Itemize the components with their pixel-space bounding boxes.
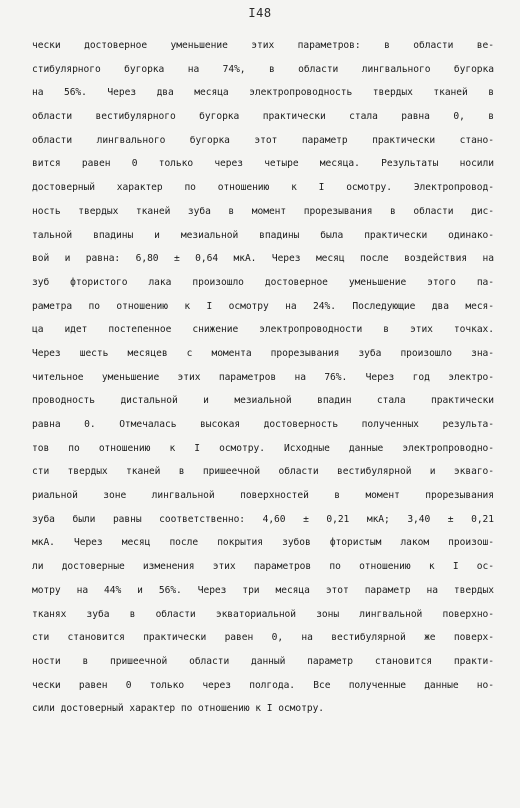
text-line: сти твердых тканей в пришеечной области вестибулярной и экваго- [32,466,494,478]
text-line: достоверный характер по отношению к I осмотру. Электропровод- [32,182,494,194]
text-line: вится равен 0 только через четыре месяца. Результаты носили [32,158,494,170]
text-line: проводность дистальной и мезиальной впадин стала практически [32,395,494,407]
text-line: ность твердых тканей зуба в момент прорезывания в области дис- [32,205,494,217]
text-line: зуб фтористого лака произошло достоверное уменьшение этого па- [32,276,494,288]
text-line: чительное уменьшение этих параметров на 76%. Через год электро- [32,371,494,383]
text-line: тов по отношению к I осмотру. Исходные данные электропроводно- [32,442,494,454]
text-line: области вестибулярного бугорка практически стала равна 0, в [32,111,494,123]
text-line: на 56%. Через два месяца электропроводность твердых тканей в [32,87,494,99]
text-line: раметра по отношению к I осмотру на 24%. Последующие два меся- [32,300,494,312]
text-line: стибулярного бугорка на 74%, в области лингвального бугорка [32,63,494,75]
text-line: тальной впадины и мезиальной впадины была практически одинако- [32,229,494,241]
text-line: тканях зуба в области экваториальной зоны лингвальной поверхно- [32,608,494,620]
text-line: чески достоверное уменьшение этих параметров: в области ве- [32,40,494,51]
text-line: области лингвального бугорка этот параметр практически стано- [32,134,494,146]
text-line: зуба были равны соответственно: 4,60 ± 0,21 мкА; 3,40 ± 0,21 [32,513,494,525]
page-number: I48 [248,6,272,20]
text-line: вой и равна: 6,80 ± 0,64 мкА. Через месяц после воздействия на [32,253,494,265]
body-text [32,34,494,721]
text-line: сти становится практически равен 0, на вестибулярной же поверх- [32,632,494,644]
text-line: мкА. Через месяц после покрытия зубов фтористым лаком произош- [32,537,494,549]
text-line: ности в пришеечной области данный параметр становится практи- [32,655,494,667]
text-line: Через шесть месяцев с момента прорезывания зуба произошло зна- [32,347,494,359]
text-line: ли достоверные изменения этих параметров по отношению к I ос- [32,561,494,573]
text-line: риальной зоне лингвальной поверхностей в момент прорезывания [32,490,494,502]
text-line: сили достоверный характер по отношению к I осмотру. [32,703,325,715]
text-line: чески равен 0 только через полгода. Все полученные данные но- [32,679,494,691]
text-line: ца идет постепенное снижение электропроводности в этих точках. [32,324,494,336]
text-line: равна 0. Отмечалась высокая достоверность полученных результа- [32,419,494,430]
text-line: мотру на 44% и 56%. Через три месяца этот параметр на твердых [32,584,494,596]
